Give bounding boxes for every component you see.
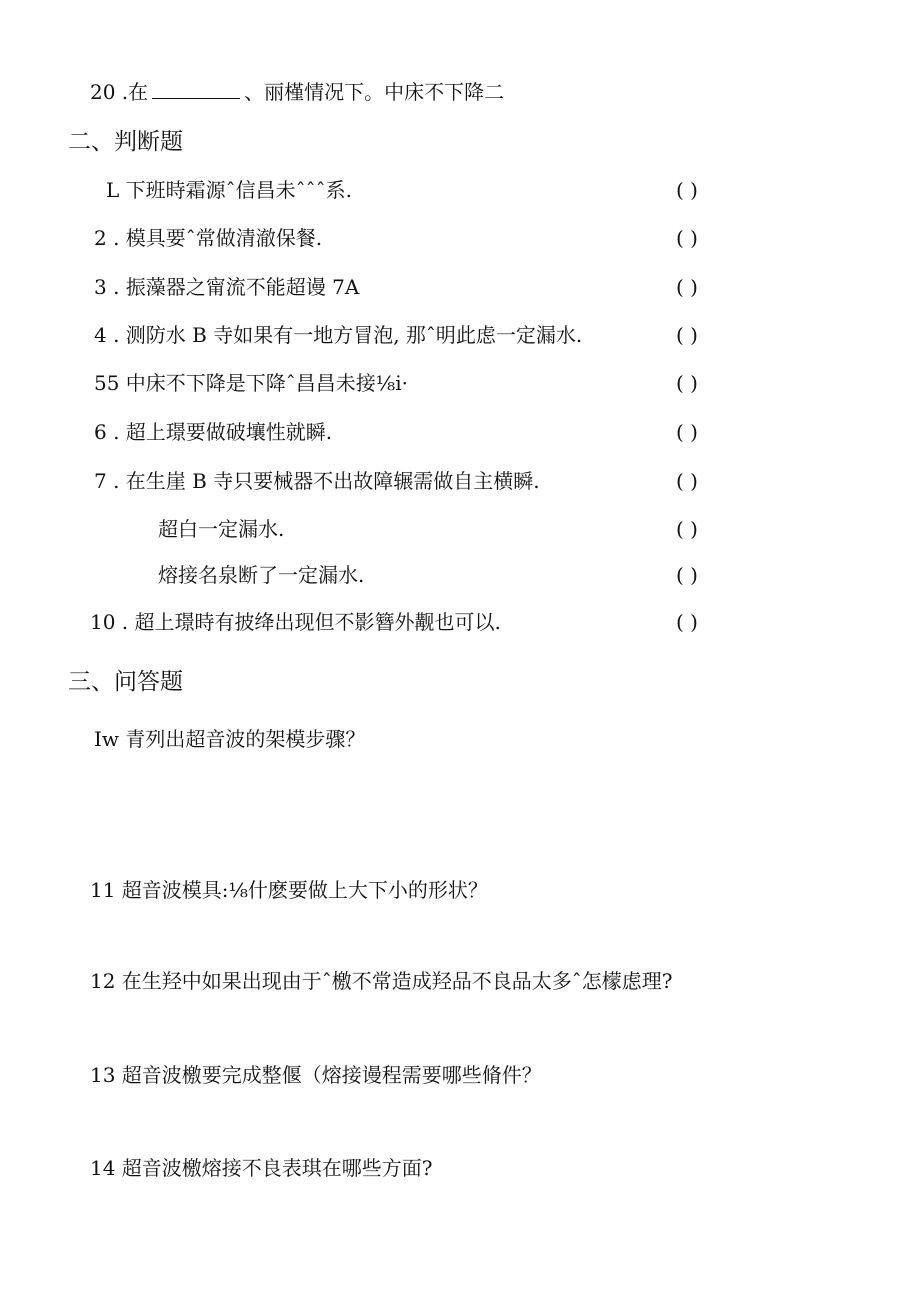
judge-item-6-answer-paren: ( ) — [676, 420, 698, 444]
judge-item-3: 3 . 振藻器之甯流不能超谩 7A — [94, 275, 360, 299]
judge-item-5: 55 中床不下降是下降ˆ昌昌未接⅛i· — [94, 371, 408, 395]
judge-item-5-answer-paren: ( ) — [676, 371, 698, 395]
qa-item-3: 12 在生羟中如果出现由于ˆ檄不常造成羟品不良品太多ˆ怎檬虑理? — [90, 969, 673, 993]
judge-item-6: 6 . 超上璟要做破壤性就瞬. — [94, 420, 333, 444]
judge-item-3-answer-paren: ( ) — [676, 275, 698, 299]
judge-item-9: 熔接名泉断了一定漏水. — [158, 563, 365, 587]
judge-item-1: L 下班時霜源ˆ信昌未ˆˆˆ系. — [106, 178, 352, 202]
judge-item-2: 2 . 模具要ˆ常做清澈保餐. — [94, 226, 323, 250]
judge-item-10: 10 . 超上璟時有披绛出现但不影簪外觏也可以. — [90, 610, 501, 634]
qa-item-2: 11 超音波模具:⅛什麽要做上大下小的形状？ — [90, 878, 488, 902]
qa-item-1: Iw 青列出超音波的架模步骤？ — [94, 727, 366, 751]
judge-item-4: 4 . 测防水 B 寺如果有一地方冒泡, 那ˆ明此虑一定漏水. — [94, 323, 583, 347]
section-judge-title: 二、判断题 — [68, 129, 183, 155]
judge-item-8: 超白一定漏水. — [158, 517, 285, 541]
judge-item-7: 7 . 在生崖 B 寺只要械器不出故障辗需做自主横瞬. — [94, 469, 540, 493]
judge-item-4-answer-paren: ( ) — [676, 323, 698, 347]
qa-item-4: 13 超音波檄要完成整偃（熔接谩程需要哪些脩件？ — [90, 1063, 542, 1087]
judge-item-1-answer-paren: ( ) — [676, 178, 698, 202]
judge-item-9-answer-paren: ( ) — [676, 563, 698, 587]
fill-in-question-20 — [90, 80, 504, 104]
judge-item-7-answer-paren: ( ) — [676, 469, 698, 493]
judge-item-8-answer-paren: ( ) — [676, 517, 698, 541]
judge-item-2-answer-paren: ( ) — [676, 226, 698, 250]
fill-in-prefix: 20 .在 — [90, 80, 149, 104]
answer-blank — [152, 82, 240, 99]
section-qa-title: 三、问答题 — [68, 669, 183, 695]
qa-item-5: 14 超音波檄熔接不良表琪在哪些方面? — [90, 1156, 433, 1180]
fill-in-suffix: 、丽槿情况下。中床不下降二 — [244, 80, 505, 104]
judge-item-10-answer-paren: ( ) — [676, 610, 698, 634]
